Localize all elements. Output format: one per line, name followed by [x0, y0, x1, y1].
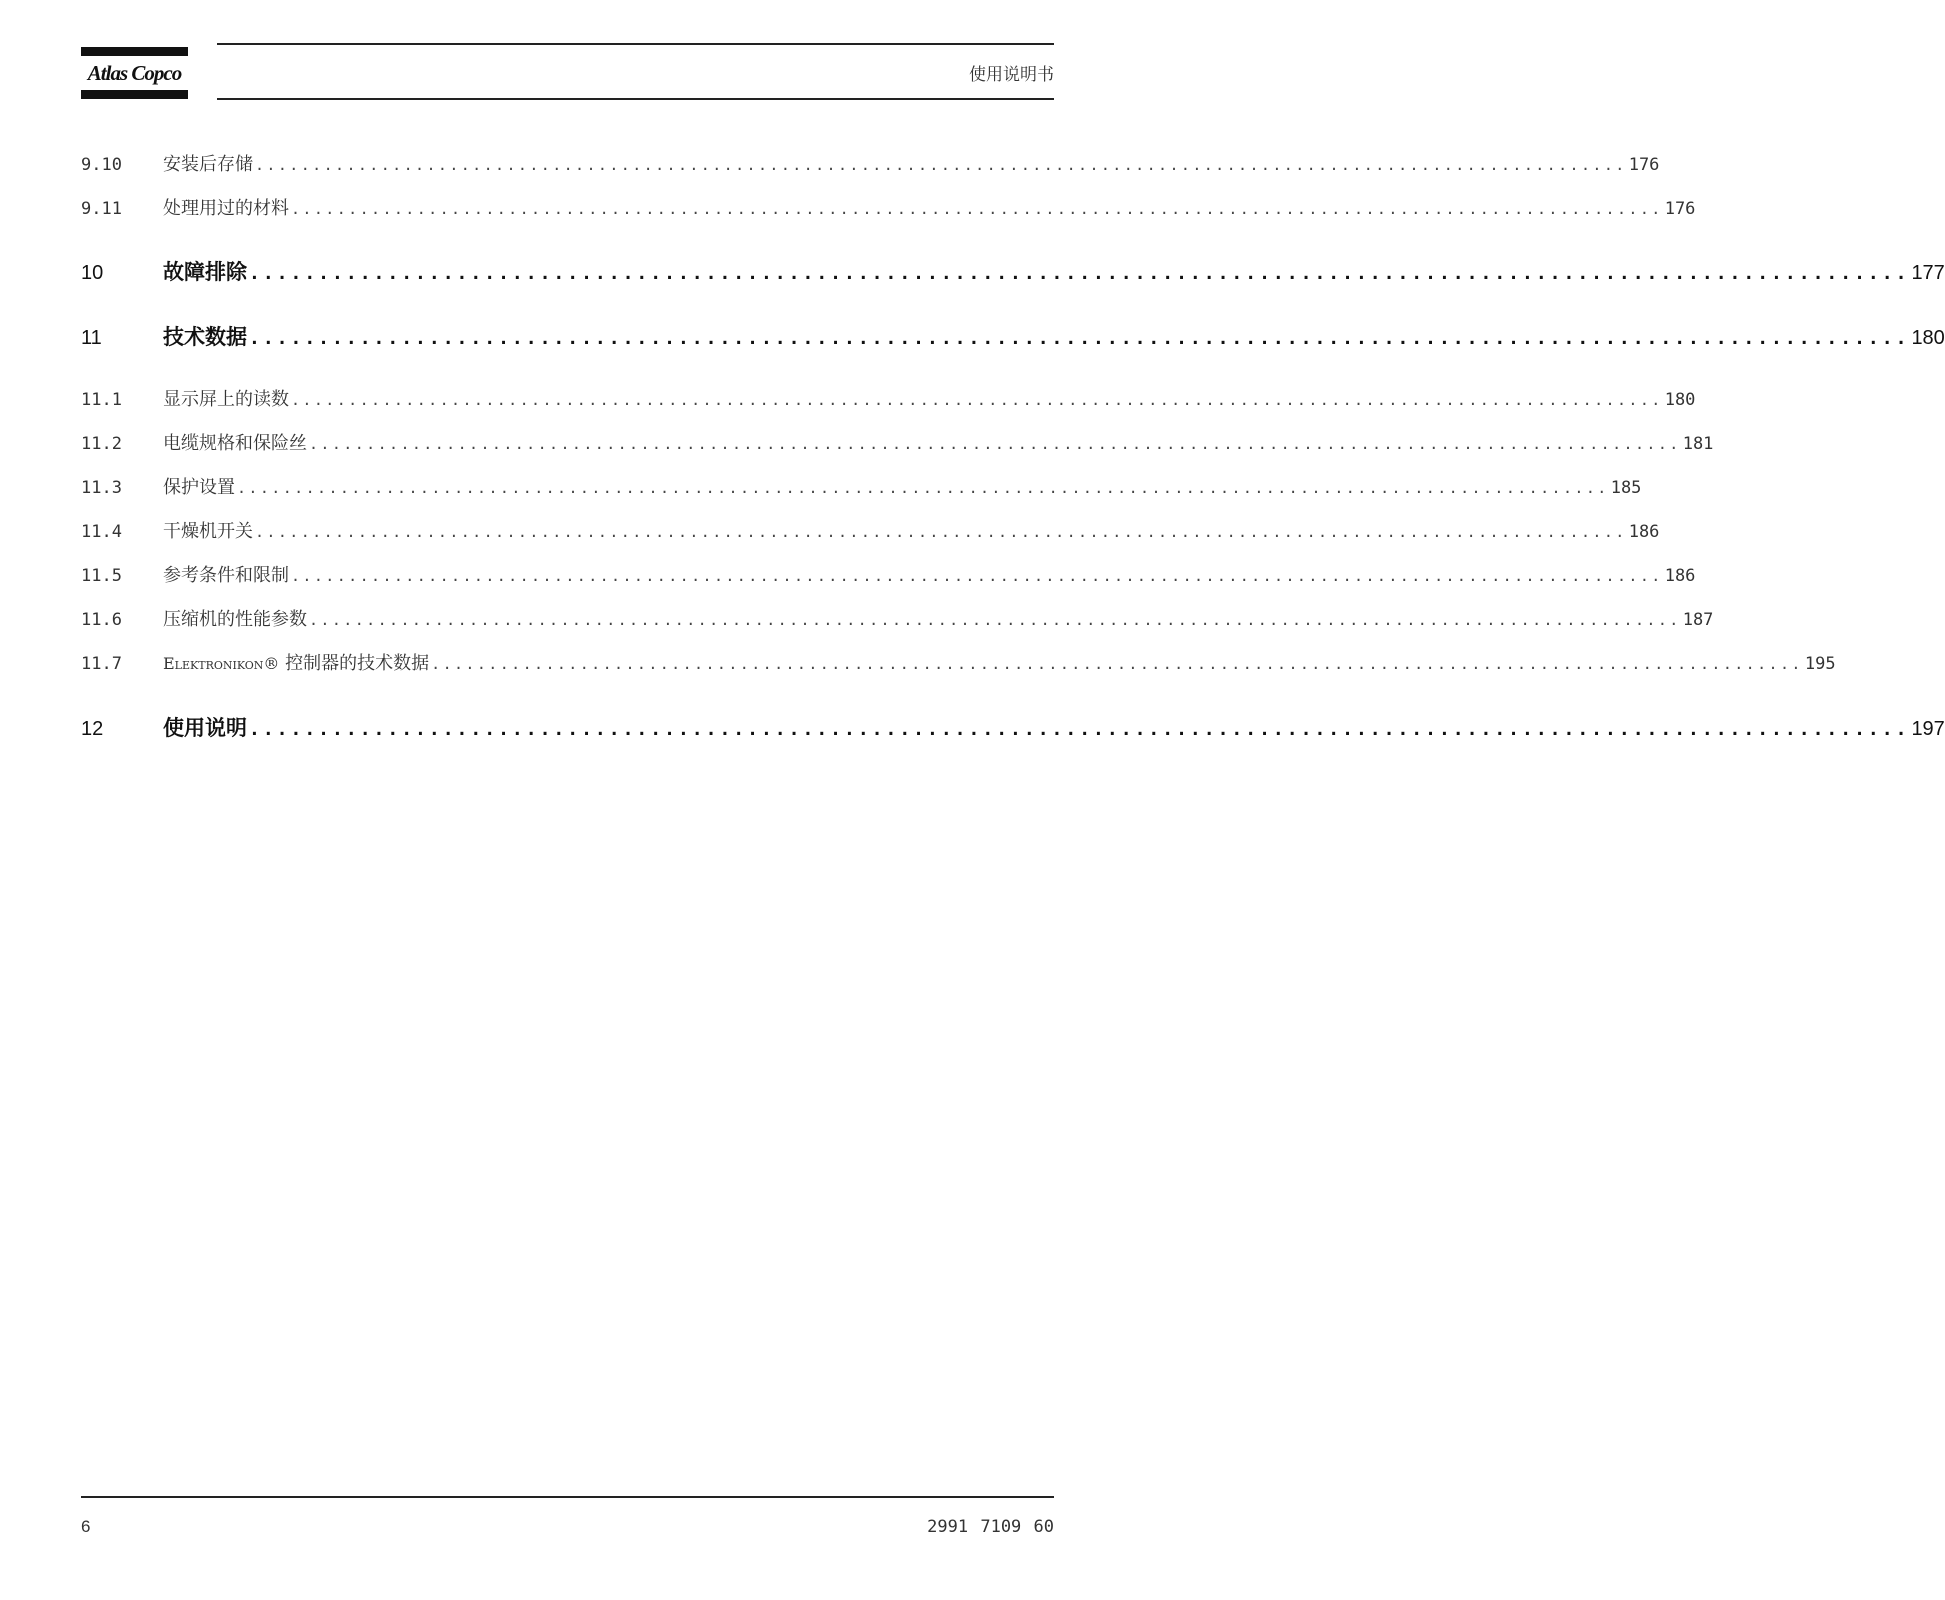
toc-entry-number: 10 — [81, 262, 104, 284]
toc-entry-page: 181 — [1682, 434, 1714, 454]
header-top-rule — [217, 43, 1054, 45]
toc-entry-title: 使用说明 — [163, 715, 247, 740]
logo-top-bar — [81, 47, 188, 56]
atlas-copco-logo — [81, 47, 188, 99]
toc-entry-title: 电缆规格和保险丝 — [163, 433, 307, 454]
toc-entry-title: 保护设置 — [163, 477, 235, 498]
footer-rule — [81, 1496, 1054, 1498]
toc-entry-10[interactable] — [81, 256, 1945, 286]
toc-entry-number: 12 — [81, 718, 104, 740]
toc-entry-title: 技术数据 — [163, 324, 247, 349]
toc-entry-11-3[interactable] — [81, 473, 1642, 499]
dot-leader: ........................................................................................................................ — [291, 567, 1663, 585]
toc-entry-number: 9.10 — [81, 155, 122, 175]
toc-entry-page: 176 — [1664, 199, 1696, 219]
toc-entry-title: 安装后存储 — [163, 154, 253, 175]
logo-bottom-bar — [81, 90, 188, 99]
toc-entry-number: 11.6 — [81, 610, 122, 630]
toc-entry-page: 195 — [1804, 654, 1836, 674]
toc-entry-page: 180 — [1911, 327, 1945, 349]
toc-entry-11-4[interactable] — [81, 517, 1660, 543]
toc-entry-title — [163, 649, 429, 675]
dot-leader: ........................................................................................................................ — [249, 263, 1910, 284]
toc-entry-title: 显示屏上的读数 — [163, 389, 289, 410]
dot-leader: ........................................................................................................................ — [291, 391, 1663, 409]
toc-entry-11-6[interactable] — [81, 605, 1714, 631]
toc-entry-page: 186 — [1664, 566, 1696, 586]
toc-entry-page: 187 — [1682, 610, 1714, 630]
toc-entry-page: 177 — [1911, 262, 1945, 284]
toc-entry-page: 186 — [1628, 522, 1660, 542]
logo-wordmark: Atlas Copco — [87, 61, 182, 85]
footer-document-number: 2991 7109 60 — [927, 1517, 1054, 1537]
toc-entry-page: 197 — [1911, 718, 1945, 740]
toc-entry-number: 11.3 — [81, 478, 122, 498]
toc-entry-number: 11.1 — [81, 390, 122, 410]
toc-entry-12[interactable] — [81, 712, 1945, 742]
dot-leader: ........................................................................................................................ — [249, 719, 1910, 740]
toc-entry-number: 11.5 — [81, 566, 122, 586]
toc-entry-title: 压缩机的性能参数 — [163, 609, 307, 630]
dot-leader: ........................................................................................................................ — [237, 479, 1609, 497]
dot-leader: ........................................................................................................................ — [309, 435, 1681, 453]
toc-entry-9-10[interactable] — [81, 150, 1660, 176]
toc-entry-title: 参考条件和限制 — [163, 565, 289, 586]
elektronikon-brand: Elektronikon® — [163, 654, 280, 673]
toc-entry-page: 180 — [1664, 390, 1696, 410]
toc-entry-11[interactable] — [81, 321, 1945, 351]
dot-leader: ........................................................................................................................ — [255, 156, 1627, 174]
toc-entry-title: 干燥机开关 — [163, 521, 253, 542]
toc-entry-number: 11.7 — [81, 654, 122, 674]
toc-entry-number: 11.4 — [81, 522, 122, 542]
dot-leader: ........................................................................................................................ — [255, 523, 1627, 541]
toc-entry-number: 11.2 — [81, 434, 122, 454]
dot-leader: ........................................................................................................................ — [431, 655, 1803, 673]
toc-entry-title: 故障排除 — [163, 259, 247, 284]
toc-entry-number: 9.11 — [81, 199, 122, 219]
toc-entry-title: 处理用过的材料 — [163, 198, 289, 219]
toc-entry-title-text: 控制器的技术数据 — [279, 653, 430, 674]
footer-page-number: 6 — [81, 1517, 91, 1536]
toc-entry-11-5[interactable] — [81, 561, 1696, 587]
toc-entry-page: 185 — [1610, 478, 1642, 498]
dot-leader: ........................................................................................................................ — [249, 328, 1910, 349]
toc-entry-9-11[interactable] — [81, 194, 1696, 220]
toc-entry-11-7[interactable] — [81, 649, 1836, 675]
toc-entry-number: 11 — [81, 327, 102, 349]
dot-leader: ........................................................................................................................ — [309, 611, 1681, 629]
toc-entry-11-2[interactable] — [81, 429, 1714, 455]
dot-leader: ........................................................................................................................ — [291, 200, 1663, 218]
toc-entry-page: 176 — [1628, 155, 1660, 175]
header-bottom-rule — [217, 98, 1054, 100]
document-title: 使用说明书 — [969, 65, 1054, 85]
toc-entry-11-1[interactable] — [81, 385, 1696, 411]
